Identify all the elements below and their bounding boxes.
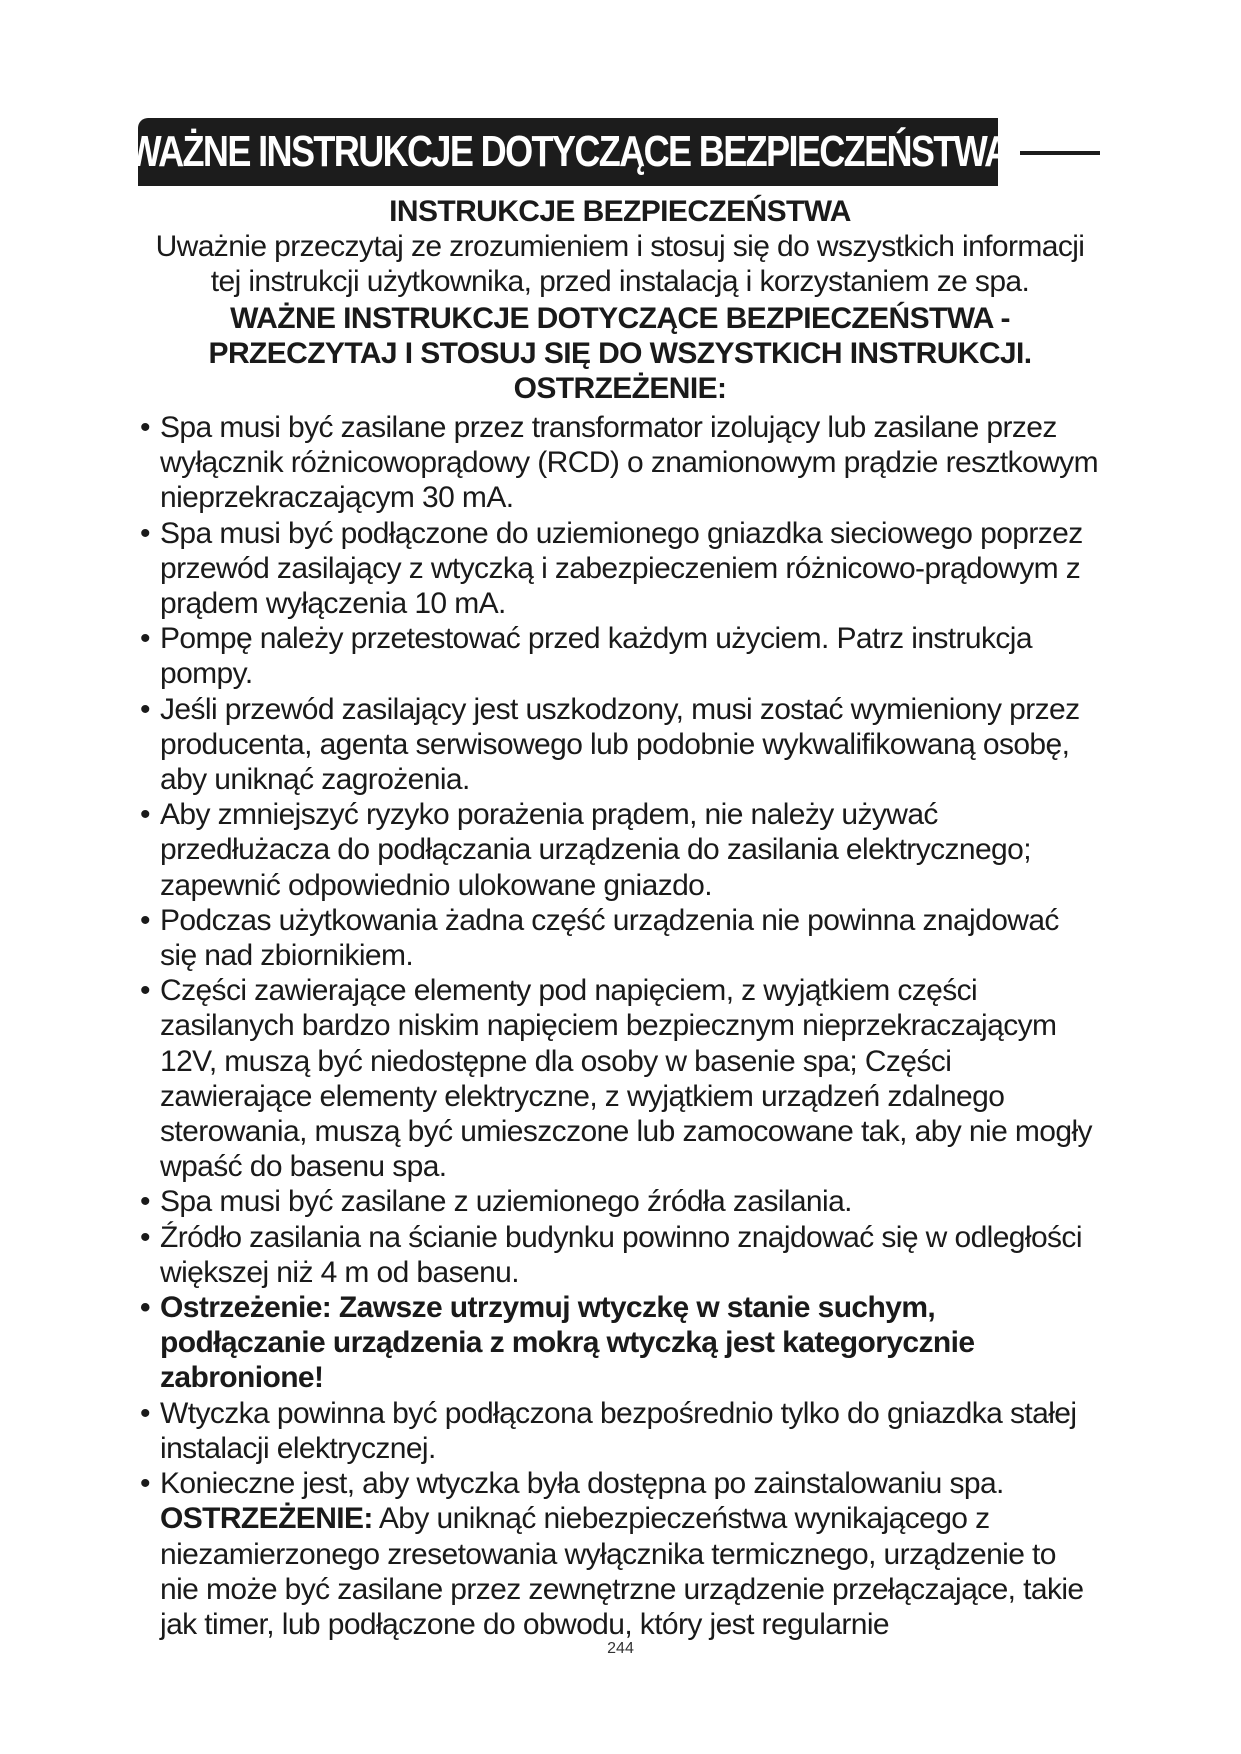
header-rule — [1020, 151, 1100, 155]
header-banner — [127, 118, 1009, 186]
safety-list — [140, 410, 1100, 1501]
section-title: INSTRUKCJE BEZPIECZEŃSTWA — [389, 195, 851, 228]
list-item: • Jeśli przewód zasilający jest uszkodzony, musi zostać wymieniony przez producenta, agenta serwisowego lub podobnie wykwalifikowaną osobę, aby uniknąć zagrożenia. — [140, 692, 1100, 798]
warning-heading: OSTRZEŻENIE: — [513, 372, 727, 405]
final-warning-label: OSTRZEŻENIE: — [160, 1502, 373, 1536]
final-warning-text: Aby uniknąć niebezpieczeństwa wynikającego z niezamierzonego zresetowania wyłącznika termicznego, urządzenie to nie może być zasilane przez zewnętrzne urządzenie przełączające, takie jak timer, lub podłączone do obwodu, który jest regularnie — [160, 1502, 1084, 1641]
important-line-2: PRZECZYTAJ I STOSUJ SIĘ DO WSZYSTKICH INSTRUKCJI. — [208, 337, 1032, 370]
list-item: • Aby zmniejszyć ryzyko porażenia prądem, nie należy używać przedłużacza do podłączania urządzenia do zasilania elektrycznego; zapewnić odpowiednio ulokowane gniazdo. — [140, 797, 1100, 903]
list-item: • Spa musi być zasilane z uziemionego źródła zasilania. — [140, 1184, 1100, 1219]
final-warning-note — [140, 1501, 1100, 1642]
list-item: • Pompę należy przetestować przed każdym użyciem. Patrz instrukcja pompy. — [140, 621, 1100, 691]
document-content — [140, 194, 1100, 1642]
list-item: • Podczas użytkowania żadna część urządzenia nie powinna znajdować się nad zbiornikiem. — [140, 903, 1100, 973]
list-item: • Konieczne jest, aby wtyczka była dostępna po zainstalowaniu spa. — [140, 1466, 1100, 1501]
bold-warning-item: • Ostrzeżenie: Zawsze utrzymuj wtyczkę w stanie suchym, podłączanie urządzenia z mokrą wtyczką jest kategorycznie zabronione! — [140, 1290, 1100, 1396]
intro-paragraph: Uważnie przeczytaj ze zrozumieniem i stosuj się do wszystkich informacji tej instrukcji użytkownika, przed instalacją i korzystaniem ze spa. — [155, 230, 1085, 298]
list-item: • Spa musi być zasilane przez transformator izolujący lub zasilane przez wyłącznik różnicowoprądowy (RCD) o znamionowym prądzie resztkowym nieprzekraczającym 30 mA. — [140, 410, 1100, 516]
list-item: • Spa musi być podłączone do uziemionego gniazdka sieciowego poprzez przewód zasilający z wtyczką i zabezpieczeniem różnicowo-prądowym z prądem wyłączenia 10 mA. — [140, 516, 1100, 622]
list-item: • Źródło zasilania na ścianie budynku powinno znajdować się w odległości większej niż 4 m od basenu. — [140, 1220, 1100, 1290]
list-item: • Części zawierające elementy pod napięciem, z wyjątkiem części zasilanych bardzo niskim napięciem bezpiecznym nieprzekraczającym 12V, muszą być niedostępne dla osoby w basenie spa; Części zawierające elementy elektryczne, z wyjątkiem urządzeń zdalnego sterowania, muszą być umieszczone lub zamocowane tak, aby nie mogły wpaść do basenu spa. — [140, 973, 1100, 1184]
list-item: • Wtyczka powinna być podłączona bezpośrednio tylko do gniazdka stałej instalacji elektrycznej. — [140, 1396, 1100, 1466]
page-number: 244 — [607, 1640, 634, 1657]
header-title: WAŻNE INSTRUKCJE DOTYCZĄCE BEZPIECZEŃSTWA — [127, 127, 1009, 176]
important-line-1: WAŻNE INSTRUKCJE DOTYCZĄCE BEZPIECZEŃSTWA - — [230, 302, 1010, 335]
